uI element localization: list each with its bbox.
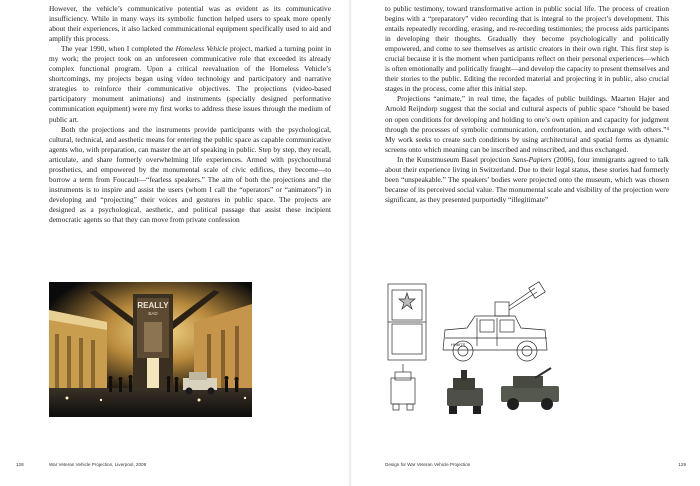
project-title-sans-papiers: Sans-Papiers bbox=[512, 154, 552, 164]
right-paragraph-3: In the Kunstmuseum Basel projection Sans-Papiers (2006), four immigrants agreed to talk about their experience living in Switzerland. Due to their legal status, these stories had formerly been “unspeakable.” The speakers’ bodies were projected onto the museum, which was chosen because of its perceived social value. The monumental scale and visibility of the projection were significant, as they presented purportedly “illegitimate” bbox=[385, 154, 669, 204]
project-title-homeless-vehicle: Homeless Vehicle bbox=[175, 44, 228, 54]
model-photo-front bbox=[447, 370, 483, 414]
side-view-drawing bbox=[443, 282, 547, 361]
left-page-number: 128 bbox=[16, 462, 24, 467]
right-text-column bbox=[385, 4, 669, 205]
plate-text: HH8ITS bbox=[451, 342, 466, 347]
left-figure-caption: War Veteran Vehicle Projection, Liverpool, 2008 bbox=[49, 462, 147, 467]
left-text-column bbox=[49, 4, 331, 225]
right-figure-caption: Design for War Veteran Vehicle Projection bbox=[385, 462, 471, 467]
right-page-number: 129 bbox=[678, 462, 686, 467]
vehicle-design-illustration bbox=[385, 280, 585, 420]
right-paragraph-2: Projections “animate,” in real time, the façades of public buildings. Maarten Hajer and Arnold Reijndorp suggest that the social and cultural aspects of public space “should be based on open conditions for developing and holding to one’s own opinion and capacity for judgment through the processes of symbolic communication, confrontation, and exchange with others.”⁴ My work seeks to create such conditions by using architectural and spatial forms as dynamic screens onto which meaning can be inscribed and reinscribed, and thus exchanged. bbox=[385, 94, 669, 154]
right-page bbox=[350, 0, 700, 486]
left-paragraph-1: However, the vehicle’s communicative potential was as evident as its communicative insufficiency. While in many ways its symbolic function helped users to speak more openly about their experiences, it also lacked communicational equipment specifically used to aid and amplify this process. bbox=[49, 4, 331, 44]
left-paragraph-2: The year 1990, when I completed the Homeless Vehicle project, marked a turning point in my work; the project took on an unforeseen communicative role that exceeded its already complex functional program. Upon a critical reevaluation of the Homeless Vehicle’s shortcomings, my projects began using video technology and participatory and narrative strategies to reinforce their communicative objectives. The projections (video-based participatory monument animations) and instruments (specially designed performative communication equipment) were my first works to address these issues through the medium of public art. bbox=[49, 44, 332, 124]
model-photo-side bbox=[501, 368, 559, 410]
front-view-drawing bbox=[391, 364, 415, 410]
projection-photo bbox=[49, 282, 252, 417]
top-view-drawing bbox=[388, 284, 426, 360]
banner-subtext: BAD bbox=[148, 311, 158, 316]
left-paragraph-3: Both the projections and the instruments provide participants with the psychological, cultural, technical, and aesthetic means for entering the public space as capable communicative agents who, with preparation, can master the art of speaking in public. Step by step, they recall, articulate, and share formerly overwhelming life experiences. Armed with psychocultural prosthetics, and empowered by the monumental scale of civic edifices, they become—to borrow a term from Foucault—“fearless speakers.” The aim of both the projections and the instruments is to inspire and assist the users (whom I call the “operators” or “animators”) in developing and “projecting” their voices and gestures in public space. The projects are designed as a psychological, aesthetic, and political passage that assist these incipient democratic agents so that they can move from private confession bbox=[49, 124, 331, 224]
banner-text: REALLY bbox=[137, 301, 169, 310]
right-paragraph-1: to public testimony, toward transformative action in public social life. The process of creation begins with a “preparatory” video recording that is integral to the project’s development. This entails repeatedly recording, erasing, and re-recording testimonies; the process aids participants in developing their thoughts. Gradually they become psychologically and politically empowered, and come to see themselves as artistic creators in their own right. This first step is crucial because it is the moment when participants reflect on their personal experiences—which is often emotionally and politically fraught—and develop the capacity to present themselves and their stories to the public. Editing the recorded material and projecting it in public, also crucial stages in the process, come after this initial step. bbox=[385, 4, 669, 94]
vehicle-design-drawing bbox=[385, 280, 585, 420]
projection-photo-illustration bbox=[49, 282, 252, 417]
